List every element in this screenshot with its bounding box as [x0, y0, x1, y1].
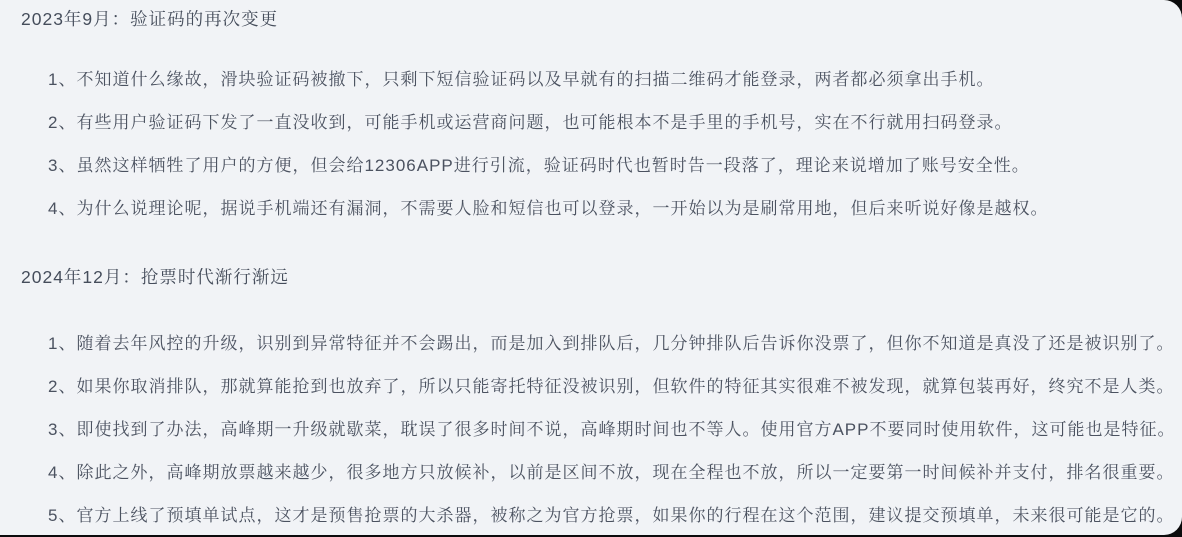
list-item: 3、虽然这样牺牲了用户的方便，但会给12306APP进行引流，验证码时代也暂时告一段落了，理论来说增加了账号安全性。: [48, 156, 1030, 175]
section-heading: 2023年9月：验证码的再次变更: [21, 9, 279, 29]
section-2024-12: [21, 264, 1182, 537]
list-item: 4、为什么说理论呢，据说手机端还有漏洞，不需要人脸和短信也可以登录，一开始以为是刷常用地，但后来听说好像是越权。: [48, 199, 1049, 218]
list-item: 3、即使找到了办法，高峰期一升级就歇菜，耽误了很多时间不说，高峰期时间也不等人。使用官方APP不要同时使用软件，这可能也是特征。: [48, 420, 1176, 439]
numbered-list: [21, 322, 1182, 537]
section-2023-09: [21, 6, 1182, 230]
list-item: 4、除此之外，高峰期放票越来越少，很多地方只放候补，以前是区间不放，现在全程也不放，所以一定要第一时间候补并支付，排名很重要。: [48, 463, 1175, 482]
list-item: 1、不知道什么缘故，滑块验证码被撤下，只剩下短信验证码以及早就有的扫描二维码才能登录，两者都必须拿出手机。: [48, 70, 995, 89]
list-item: 2、有些用户验证码下发了一直没收到，可能手机或运营商问题，也可能根本不是手里的手机号，实在不行就用扫码登录。: [48, 113, 1013, 132]
list-item: 2、如果你取消排队，那就算能抢到也放弃了，所以只能寄托特征没被识别，但软件的特征其实很难不被发现，就算包装再好，终究不是人类。: [48, 377, 1175, 396]
list-item: 5、官方上线了预填单试点，这才是预售抢票的大杀器，被称之为官方抢票，如果你的行程在这个范围，建议提交预填单，未来很可能是它的。: [48, 506, 1175, 525]
section-heading: 2024年12月：抢票时代渐行渐远: [21, 267, 289, 287]
list-item: 1、随着去年风控的升级，识别到异常特征并不会踢出，而是加入到排队后，几分钟排队后告诉你没票了，但你不知道是真没了还是被识别了。: [48, 334, 1175, 353]
numbered-list: [21, 58, 1182, 230]
